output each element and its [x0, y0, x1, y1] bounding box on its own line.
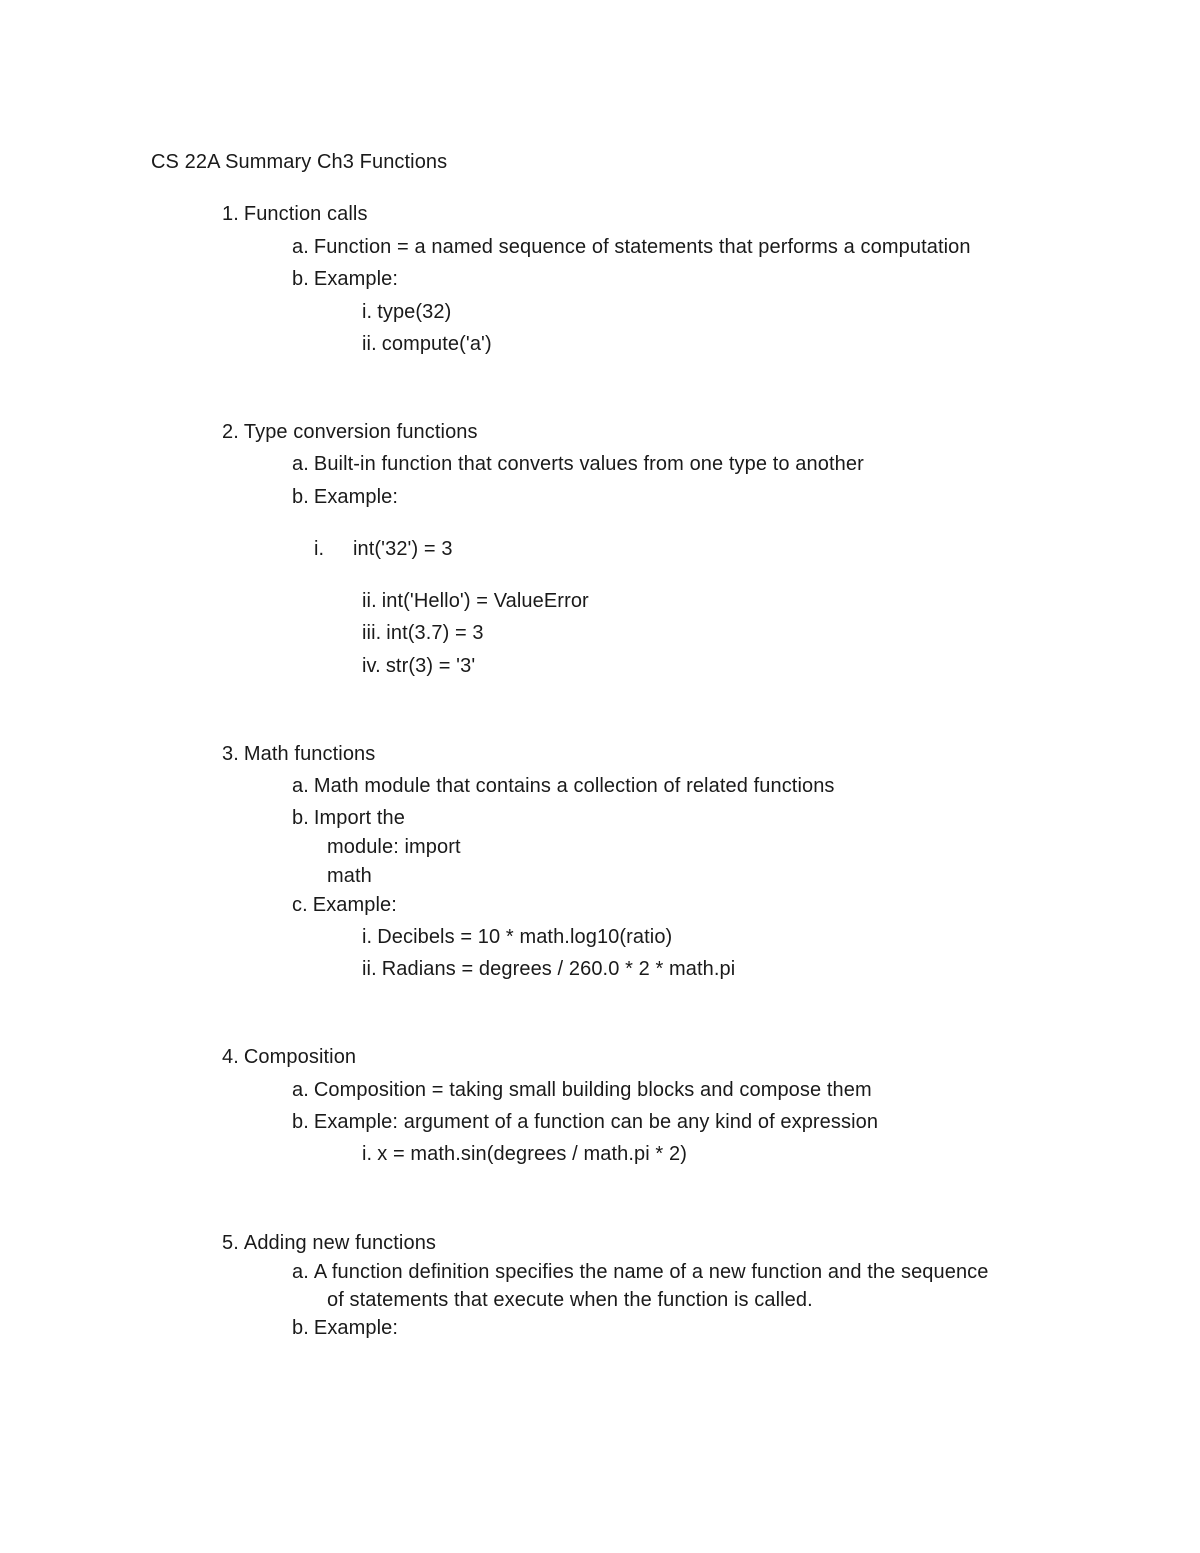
- section-heading: 4. Composition: [222, 1046, 357, 1068]
- example-item: i. Decibels = 10 * math.log10(ratio): [362, 926, 673, 948]
- list-item: a. Built-in function that converts values from one type to another: [292, 453, 864, 475]
- page-title: CS 22A Summary Ch3 Functions: [151, 151, 448, 173]
- list-item: a. Function = a named sequence of statements that performs a computation: [292, 236, 971, 258]
- list-marker: b.: [292, 486, 309, 508]
- list-item: b. Import the: [292, 807, 405, 829]
- list-marker: b.: [292, 807, 309, 829]
- list-marker: 5.: [222, 1232, 239, 1254]
- list-marker: b.: [292, 268, 309, 290]
- list-marker: i.: [314, 538, 325, 560]
- list-marker: a.: [292, 453, 309, 475]
- list-item: b. Example: argument of a function can be any kind of expression: [292, 1111, 879, 1133]
- list-item: a. Composition = taking small building blocks and compose them: [292, 1079, 872, 1101]
- list-marker: 4.: [222, 1046, 239, 1068]
- list-marker: 2.: [222, 421, 239, 443]
- section-heading: 5. Adding new functions: [222, 1232, 437, 1254]
- list-marker: ii.: [362, 333, 377, 355]
- section-heading: 3. Math functions: [222, 743, 376, 765]
- example-item: i. int('32') = 3: [314, 538, 453, 560]
- list-marker: ii.: [362, 958, 377, 980]
- list-marker: i.: [362, 1143, 373, 1165]
- list-item: b. Example:: [292, 486, 399, 508]
- list-marker: a.: [292, 1079, 309, 1101]
- list-marker: i.: [362, 926, 373, 948]
- list-item-continuation: of statements that execute when the function is called.: [327, 1289, 813, 1311]
- list-item: b. Example:: [292, 268, 399, 290]
- list-marker: a.: [292, 236, 309, 258]
- example-item: i. x = math.sin(degrees / math.pi * 2): [362, 1143, 687, 1165]
- list-marker: a.: [292, 1261, 309, 1283]
- example-item: ii. compute('a'): [362, 333, 492, 355]
- list-marker: b.: [292, 1317, 309, 1339]
- example-item: iv. str(3) = '3': [362, 655, 476, 677]
- list-marker: i.: [362, 301, 373, 323]
- example-item: i. type(32): [362, 301, 452, 323]
- example-item: ii. int('Hello') = ValueError: [362, 590, 589, 612]
- list-marker: 1.: [222, 203, 239, 225]
- list-item-continuation: math: [327, 865, 372, 887]
- example-item: ii. Radians = degrees / 260.0 * 2 * math.pi: [362, 958, 736, 980]
- list-marker: a.: [292, 775, 309, 797]
- list-item-continuation: module: import: [327, 836, 461, 858]
- list-marker: c.: [292, 894, 308, 916]
- list-marker: b.: [292, 1111, 309, 1133]
- list-marker: iv.: [362, 655, 381, 677]
- list-marker: iii.: [362, 622, 382, 644]
- list-item: a. A function definition specifies the name of a new function and the sequence: [292, 1261, 989, 1283]
- section-heading: 2. Type conversion functions: [222, 421, 478, 443]
- example-item: iii. int(3.7) = 3: [362, 622, 484, 644]
- list-item: b. Example:: [292, 1317, 399, 1339]
- list-item: c. Example:: [292, 894, 397, 916]
- list-marker: ii.: [362, 590, 377, 612]
- section-heading: 1. Function calls: [222, 203, 368, 225]
- list-item: a. Math module that contains a collection of related functions: [292, 775, 835, 797]
- list-marker: 3.: [222, 743, 239, 765]
